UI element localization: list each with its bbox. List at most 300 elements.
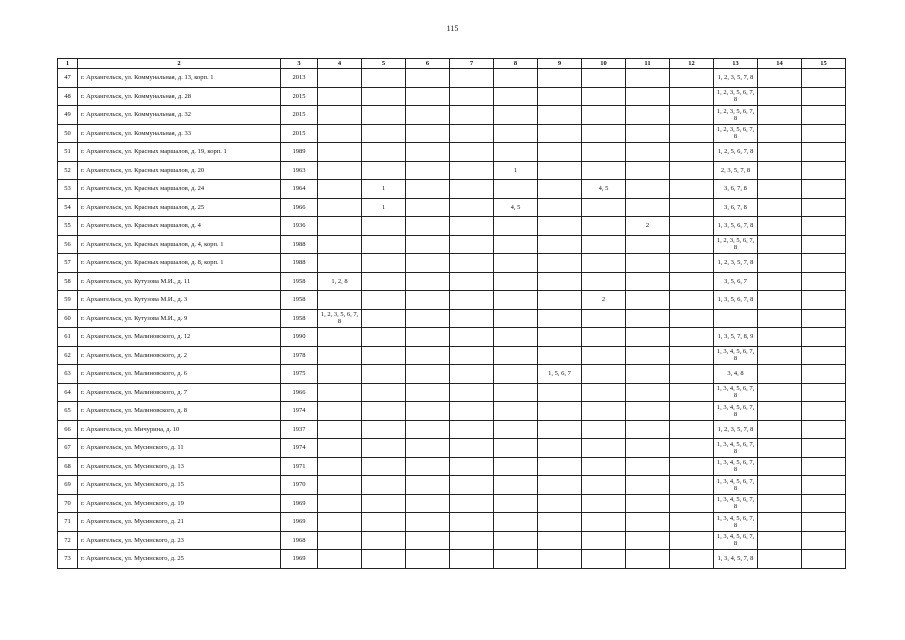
table-cell <box>318 291 362 310</box>
table-row <box>58 328 846 347</box>
table-cell <box>318 494 362 513</box>
table-row <box>58 143 846 162</box>
table-cell <box>494 328 538 347</box>
row-number-cell: 53 <box>58 180 78 199</box>
column-header-3: 3 <box>281 59 318 69</box>
table-cell <box>758 346 802 365</box>
table-cell <box>494 457 538 476</box>
table-cell <box>494 124 538 143</box>
address-cell: г. Архангельск, ул. Красных маршалов, д. 8, корп. 1 <box>78 254 281 273</box>
table-cell <box>318 513 362 532</box>
table-cell: 1, 3, 4, 5, 7, 8 <box>714 550 758 569</box>
table-cell <box>582 476 626 495</box>
column-header-13: 13 <box>714 59 758 69</box>
table-cell <box>450 309 494 328</box>
table-cell: 1, 3, 4, 5, 6, 7, 8 <box>714 457 758 476</box>
table-cell <box>582 531 626 550</box>
table-cell <box>802 106 846 125</box>
table-cell <box>362 254 406 273</box>
table-cell <box>450 383 494 402</box>
table-cell <box>362 309 406 328</box>
table-cell: 3, 5, 6, 7 <box>714 272 758 291</box>
year-cell: 1975 <box>281 365 318 384</box>
table-cell <box>626 420 670 439</box>
table-cell: 1, 3, 4, 5, 6, 7, 8 <box>714 494 758 513</box>
table-cell: 1, 3, 5, 6, 7, 8 <box>714 291 758 310</box>
column-header-15: 15 <box>802 59 846 69</box>
table-cell <box>582 420 626 439</box>
table-cell <box>406 309 450 328</box>
table-cell <box>494 143 538 162</box>
table-cell <box>406 383 450 402</box>
year-cell: 1958 <box>281 291 318 310</box>
table-cell <box>802 69 846 88</box>
table-cell <box>362 494 406 513</box>
table-cell <box>582 161 626 180</box>
table-cell <box>538 235 582 254</box>
table-cell <box>582 69 626 88</box>
table-cell <box>802 457 846 476</box>
table-cell <box>318 254 362 273</box>
table-cell <box>670 550 714 569</box>
row-number-cell: 63 <box>58 365 78 384</box>
table-cell <box>362 476 406 495</box>
table-cell <box>758 476 802 495</box>
row-number-cell: 59 <box>58 291 78 310</box>
table-cell <box>318 531 362 550</box>
table-cell <box>670 402 714 421</box>
table-cell <box>626 198 670 217</box>
table-cell <box>318 235 362 254</box>
table-row <box>58 457 846 476</box>
table-cell <box>582 254 626 273</box>
table-cell <box>494 346 538 365</box>
address-cell: г. Архангельск, ул. Коммунальная, д. 33 <box>78 124 281 143</box>
table-cell <box>450 494 494 513</box>
table-cell <box>670 513 714 532</box>
table-row <box>58 106 846 125</box>
table-cell <box>626 309 670 328</box>
table-cell: 1, 3, 4, 5, 6, 7, 8 <box>714 383 758 402</box>
row-number-cell: 50 <box>58 124 78 143</box>
table-cell <box>318 69 362 88</box>
year-cell: 2015 <box>281 87 318 106</box>
year-cell: 1989 <box>281 143 318 162</box>
table-cell <box>626 272 670 291</box>
year-cell: 1966 <box>281 383 318 402</box>
table-cell <box>758 217 802 236</box>
table-cell <box>450 291 494 310</box>
table-cell <box>450 550 494 569</box>
table-cell <box>670 143 714 162</box>
year-cell: 1969 <box>281 550 318 569</box>
column-header-10: 10 <box>582 59 626 69</box>
table-cell <box>406 550 450 569</box>
table-cell <box>406 457 450 476</box>
table-cell <box>538 69 582 88</box>
table-cell <box>758 272 802 291</box>
year-cell: 2013 <box>281 69 318 88</box>
table-cell <box>802 476 846 495</box>
table-cell <box>362 531 406 550</box>
table-cell <box>362 365 406 384</box>
table-cell <box>538 457 582 476</box>
year-cell: 1970 <box>281 476 318 495</box>
table-cell: 1, 3, 5, 6, 7, 8 <box>714 217 758 236</box>
row-number-cell: 72 <box>58 531 78 550</box>
address-cell: г. Архангельск, ул. Малиновского, д. 6 <box>78 365 281 384</box>
table-cell <box>406 365 450 384</box>
table-cell <box>758 365 802 384</box>
table-cell <box>406 420 450 439</box>
row-number-cell: 58 <box>58 272 78 291</box>
table-row <box>58 272 846 291</box>
table-cell <box>670 309 714 328</box>
table-cell <box>670 439 714 458</box>
table-cell <box>318 106 362 125</box>
table-cell <box>670 457 714 476</box>
year-cell: 2015 <box>281 124 318 143</box>
table-cell <box>362 124 406 143</box>
table-cell: 1, 2, 3, 5, 6, 7, 8 <box>714 106 758 125</box>
table-cell <box>758 531 802 550</box>
table-cell <box>494 402 538 421</box>
table-cell <box>758 383 802 402</box>
table-cell <box>538 254 582 273</box>
row-number-cell: 54 <box>58 198 78 217</box>
table-cell <box>538 494 582 513</box>
table-cell <box>802 235 846 254</box>
table-cell <box>758 402 802 421</box>
table-cell <box>406 124 450 143</box>
table-cell <box>582 235 626 254</box>
address-cell: г. Архангельск, ул. Мусинского, д. 25 <box>78 550 281 569</box>
table-cell <box>450 69 494 88</box>
table-cell <box>758 254 802 273</box>
table-row <box>58 87 846 106</box>
table-cell: 1, 3, 4, 5, 6, 7, 8 <box>714 402 758 421</box>
table-cell <box>538 328 582 347</box>
table-cell: 1, 3, 4, 5, 6, 7, 8 <box>714 346 758 365</box>
row-number-cell: 71 <box>58 513 78 532</box>
table-cell <box>450 124 494 143</box>
table-row <box>58 217 846 236</box>
table-row <box>58 476 846 495</box>
table-cell <box>450 457 494 476</box>
table-cell <box>582 550 626 569</box>
row-number-cell: 70 <box>58 494 78 513</box>
table-cell <box>318 198 362 217</box>
table-cell <box>802 383 846 402</box>
table-cell <box>538 383 582 402</box>
table-cell <box>406 87 450 106</box>
table-cell <box>494 235 538 254</box>
table-cell <box>406 272 450 291</box>
table-cell <box>362 217 406 236</box>
table-cell: 1, 2, 8 <box>318 272 362 291</box>
table-cell <box>406 346 450 365</box>
table-cell <box>582 106 626 125</box>
table-cell <box>670 87 714 106</box>
table-cell: 1, 3, 4, 5, 6, 7, 8 <box>714 476 758 495</box>
table-cell <box>450 365 494 384</box>
table-cell <box>582 272 626 291</box>
table-cell <box>362 513 406 532</box>
table-cell <box>494 420 538 439</box>
table-cell: 1, 2, 3, 5, 7, 8 <box>714 254 758 273</box>
table-cell <box>802 439 846 458</box>
table-cell <box>318 180 362 199</box>
year-cell: 1958 <box>281 272 318 291</box>
table-cell <box>802 87 846 106</box>
year-cell: 1937 <box>281 420 318 439</box>
table-cell <box>802 124 846 143</box>
address-cell: г. Архангельск, ул. Коммунальная, д. 13, корп. 1 <box>78 69 281 88</box>
table-cell <box>494 291 538 310</box>
table-row <box>58 550 846 569</box>
table-cell: 1, 2, 5, 6, 7, 8 <box>714 143 758 162</box>
table-cell <box>406 106 450 125</box>
table-body <box>58 69 846 569</box>
table-cell <box>362 550 406 569</box>
row-number-cell: 62 <box>58 346 78 365</box>
row-number-cell: 49 <box>58 106 78 125</box>
table-row <box>58 439 846 458</box>
table-cell <box>626 143 670 162</box>
table-cell <box>626 180 670 199</box>
column-header-7: 7 <box>450 59 494 69</box>
table-cell: 1, 2, 3, 5, 7, 8 <box>714 69 758 88</box>
table-cell <box>582 143 626 162</box>
column-header-14: 14 <box>758 59 802 69</box>
table-cell <box>670 365 714 384</box>
table-cell <box>494 494 538 513</box>
table-cell <box>758 161 802 180</box>
table-cell <box>802 254 846 273</box>
table-cell <box>670 106 714 125</box>
table-cell <box>318 383 362 402</box>
year-cell: 2015 <box>281 106 318 125</box>
table-cell <box>626 383 670 402</box>
row-number-cell: 48 <box>58 87 78 106</box>
table-cell <box>494 309 538 328</box>
address-cell: г. Архангельск, ул. Кутузова М.И., д. 9 <box>78 309 281 328</box>
table-cell <box>538 124 582 143</box>
table-cell <box>670 420 714 439</box>
table-cell <box>450 180 494 199</box>
row-number-cell: 57 <box>58 254 78 273</box>
table-cell <box>626 291 670 310</box>
table-cell <box>758 439 802 458</box>
address-cell: г. Архангельск, ул. Малиновского, д. 8 <box>78 402 281 421</box>
table-cell <box>582 328 626 347</box>
table-cell <box>802 291 846 310</box>
table-cell <box>494 87 538 106</box>
table-cell <box>670 235 714 254</box>
table-cell: 4, 5 <box>494 198 538 217</box>
table-row <box>58 291 846 310</box>
table-cell <box>582 494 626 513</box>
table-cell <box>582 346 626 365</box>
table-cell <box>406 217 450 236</box>
table-cell <box>318 550 362 569</box>
row-number-cell: 51 <box>58 143 78 162</box>
row-number-cell: 61 <box>58 328 78 347</box>
table-cell <box>406 531 450 550</box>
address-cell: г. Архангельск, ул. Кутузова М.И., д. 3 <box>78 291 281 310</box>
row-number-cell: 55 <box>58 217 78 236</box>
address-cell: г. Архангельск, ул. Мусинского, д. 19 <box>78 494 281 513</box>
column-header-8: 8 <box>494 59 538 69</box>
table-row <box>58 69 846 88</box>
address-cell: г. Архангельск, ул. Мичурина, д. 10 <box>78 420 281 439</box>
column-header-11: 11 <box>626 59 670 69</box>
table-cell <box>362 346 406 365</box>
year-cell: 1974 <box>281 439 318 458</box>
table-cell <box>318 365 362 384</box>
table-cell <box>406 513 450 532</box>
table-cell <box>802 198 846 217</box>
table-row <box>58 124 846 143</box>
address-cell: г. Архангельск, ул. Коммунальная, д. 28 <box>78 87 281 106</box>
column-header-9: 9 <box>538 59 582 69</box>
table-cell <box>406 328 450 347</box>
column-header-6: 6 <box>406 59 450 69</box>
table-cell <box>318 87 362 106</box>
table-cell <box>362 235 406 254</box>
table-cell <box>406 143 450 162</box>
header-row <box>58 59 846 69</box>
table-cell <box>626 235 670 254</box>
column-header-12: 12 <box>670 59 714 69</box>
table-cell <box>406 439 450 458</box>
table-row <box>58 180 846 199</box>
table-cell <box>538 87 582 106</box>
table-cell: 1, 2, 3, 5, 7, 8 <box>714 420 758 439</box>
table-row <box>58 383 846 402</box>
year-cell: 1963 <box>281 161 318 180</box>
table-cell <box>318 420 362 439</box>
year-cell: 1988 <box>281 235 318 254</box>
table-cell <box>758 309 802 328</box>
table-cell <box>318 457 362 476</box>
table-cell <box>670 531 714 550</box>
address-cell: г. Архангельск, ул. Малиновского, д. 7 <box>78 383 281 402</box>
table-cell <box>670 328 714 347</box>
table-cell <box>582 217 626 236</box>
table-cell <box>758 143 802 162</box>
table-cell <box>582 457 626 476</box>
row-number-cell: 66 <box>58 420 78 439</box>
row-number-cell: 68 <box>58 457 78 476</box>
table-cell <box>758 291 802 310</box>
table-row <box>58 309 846 328</box>
table-cell <box>450 420 494 439</box>
table-row <box>58 402 846 421</box>
table-cell <box>494 217 538 236</box>
table-cell <box>406 235 450 254</box>
table-cell <box>318 402 362 421</box>
table-cell <box>362 328 406 347</box>
table-cell <box>450 328 494 347</box>
table-row <box>58 513 846 532</box>
table-cell <box>538 420 582 439</box>
table-cell <box>758 124 802 143</box>
table-cell <box>538 161 582 180</box>
table-cell <box>538 531 582 550</box>
year-cell: 1990 <box>281 328 318 347</box>
table-cell: 1, 5, 6, 7 <box>538 365 582 384</box>
table-cell <box>582 87 626 106</box>
column-header-2: 2 <box>78 59 281 69</box>
table-cell <box>494 69 538 88</box>
table-cell <box>450 254 494 273</box>
row-number-cell: 64 <box>58 383 78 402</box>
table-cell <box>538 309 582 328</box>
table-cell <box>582 365 626 384</box>
table-cell <box>538 272 582 291</box>
table-cell <box>626 550 670 569</box>
table-cell <box>626 439 670 458</box>
table-cell <box>802 217 846 236</box>
table-cell <box>802 143 846 162</box>
table-cell <box>758 420 802 439</box>
table-cell <box>362 383 406 402</box>
column-header-1: 1 <box>58 59 78 69</box>
table-cell <box>494 383 538 402</box>
table-cell <box>406 161 450 180</box>
table-cell <box>758 550 802 569</box>
table-cell <box>626 402 670 421</box>
table-cell <box>362 291 406 310</box>
table-cell <box>626 513 670 532</box>
table-cell: 1, 2, 3, 5, 6, 7, 8 <box>714 124 758 143</box>
table-cell: 3, 4, 8 <box>714 365 758 384</box>
table-cell <box>538 143 582 162</box>
table-cell <box>494 439 538 458</box>
table-cell: 1, 3, 5, 7, 8, 9 <box>714 328 758 347</box>
table-cell <box>538 217 582 236</box>
table-cell <box>670 180 714 199</box>
table-cell <box>406 180 450 199</box>
table-row <box>58 346 846 365</box>
table-row <box>58 198 846 217</box>
table-cell <box>626 346 670 365</box>
table-cell <box>450 439 494 458</box>
table-cell <box>318 439 362 458</box>
table-cell <box>802 402 846 421</box>
table-cell <box>758 457 802 476</box>
table-cell <box>670 124 714 143</box>
table-cell <box>450 87 494 106</box>
row-number-cell: 73 <box>58 550 78 569</box>
column-header-5: 5 <box>362 59 406 69</box>
table-cell <box>406 198 450 217</box>
table-cell <box>450 513 494 532</box>
table-cell <box>362 457 406 476</box>
table-cell <box>494 254 538 273</box>
address-cell: г. Архангельск, ул. Мусинского, д. 13 <box>78 457 281 476</box>
table-cell <box>494 531 538 550</box>
table-cell <box>318 161 362 180</box>
table-cell <box>406 254 450 273</box>
table-cell <box>362 69 406 88</box>
table-cell <box>406 291 450 310</box>
table-cell: 1, 3, 4, 5, 6, 7, 8 <box>714 439 758 458</box>
table-cell <box>406 494 450 513</box>
address-cell: г. Архангельск, ул. Кутузова М.И., д. 11 <box>78 272 281 291</box>
table-cell <box>758 235 802 254</box>
